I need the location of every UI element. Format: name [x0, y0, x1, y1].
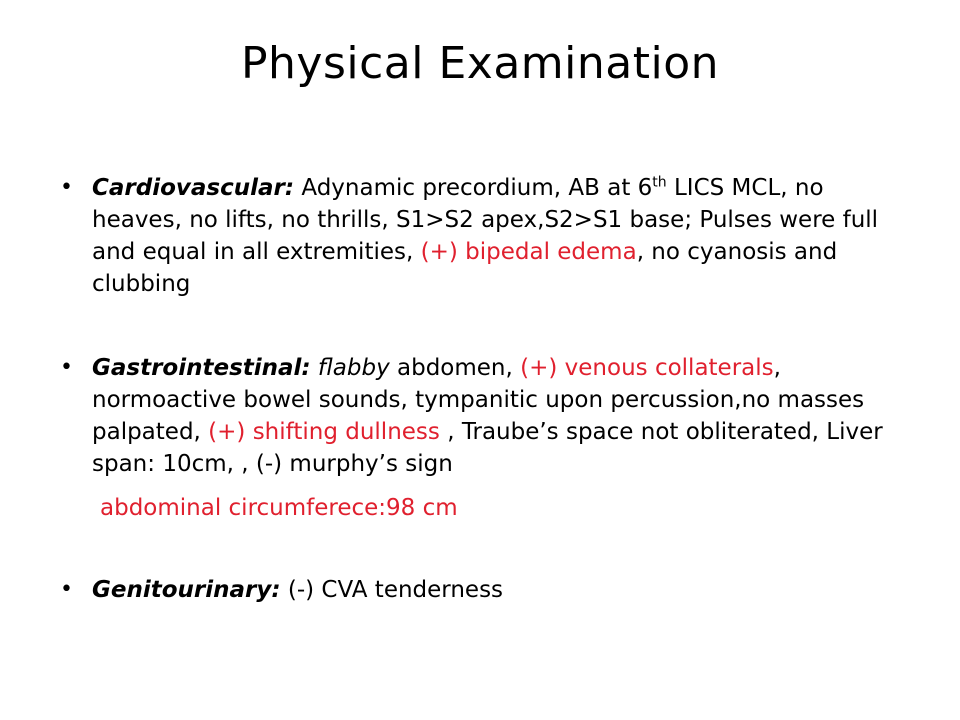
text-segment: (-) CVA tenderness: [280, 577, 504, 603]
bullet-dot-icon: •: [60, 577, 73, 602]
superscript: th: [652, 174, 667, 191]
text-segment: abdomen,: [389, 355, 521, 381]
abdominal-circumference-note: abdominal circumferece:98 cm: [100, 495, 458, 521]
bullet-text: [92, 352, 892, 480]
bullet-dot-icon: •: [60, 175, 73, 200]
italic-word: flabby: [310, 355, 390, 381]
highlight-venous-collaterals: (+) venous collaterals: [520, 355, 774, 381]
bullet-text: [92, 172, 892, 300]
section-label-gastrointestinal: Gastrointestinal:: [92, 355, 311, 381]
text-segment: , normoactive bowel sounds, tympanitic upon percussion,no masses palpated,: [92, 355, 865, 445]
bullet-gastrointestinal: [60, 352, 900, 480]
text-segment: , no cyanosis and clubbing: [92, 239, 838, 297]
bullet-dot-icon: •: [60, 355, 73, 380]
bullet-cardiovascular: [60, 172, 900, 300]
section-label-cardiovascular: Cardiovascular:: [92, 175, 295, 201]
text-segment: Adynamic precordium, AB at 6: [294, 175, 653, 201]
highlight-shifting-dullness: (+) shifting dullness: [208, 419, 448, 445]
highlight-bipedal-edema: (+) bipedal edema: [420, 239, 637, 265]
bullet-text: [92, 574, 892, 606]
text-segment: , Traube’s space not obliterated, Liver span: 10cm, , (-) murphy’s sign: [92, 419, 883, 477]
bullet-genitourinary: [60, 574, 900, 606]
text-segment: LICS MCL, no heaves, no lifts, no thrills, S1>S2 apex,S2>S1 base; Pulses were full and equal in all extremities,: [92, 175, 879, 265]
slide-title: Physical Examination: [241, 38, 719, 89]
section-label-genitourinary: Genitourinary:: [92, 577, 281, 603]
